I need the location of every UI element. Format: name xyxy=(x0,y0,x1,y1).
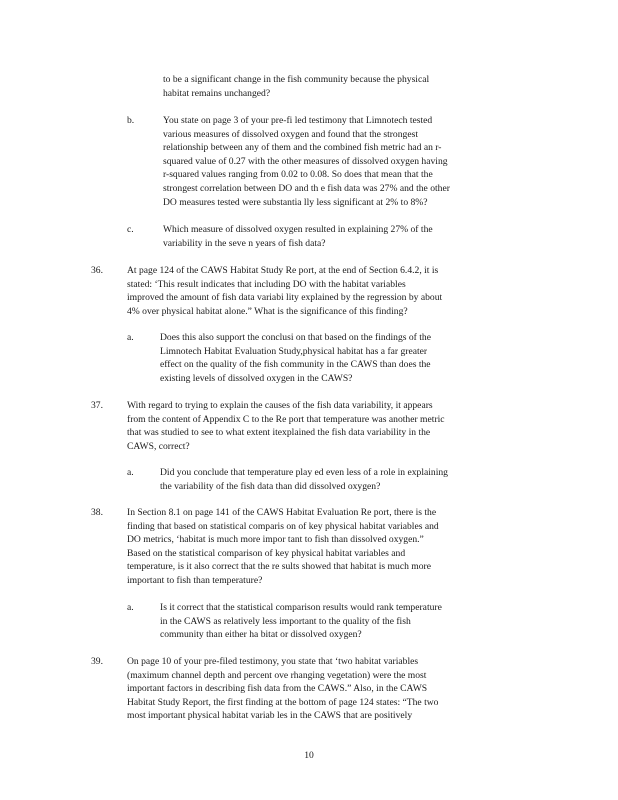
text-line: Did you conclude that temperature play ed even less of a role in explaining xyxy=(160,467,448,478)
text-line: various measures of dissolved oxygen and found that the strongest xyxy=(163,128,418,140)
question-35a-continuation xyxy=(163,73,491,100)
text-line: You state on page 3 of your pre-fi led testimony that Limnotech tested xyxy=(163,115,433,126)
question-number: 38. xyxy=(91,507,103,518)
question-36a xyxy=(160,331,502,385)
text-line: Does this also support the conclusi on that based on the findings of the xyxy=(160,332,431,343)
text-line: 4% over physical habitat alone.” What is the significance of this finding? xyxy=(127,305,408,317)
sub-item-marker: a. xyxy=(127,602,134,613)
question-35b xyxy=(163,114,515,209)
text-line: variability in the seve n years of fish data? xyxy=(163,237,326,249)
sub-item-marker: a. xyxy=(127,467,134,478)
text-line: finding that based on statistical comparis on of key physical habitat variables and xyxy=(127,520,439,532)
page-number: 10 xyxy=(304,750,314,761)
text-line: squared value of 0.27 with the other measures of dissolved oxygen having xyxy=(163,155,448,167)
text-line: With regard to trying to explain the causes of the fish data variability, it appears xyxy=(127,400,433,411)
text-line: effect on the quality of the fish community in the CAWS than does the xyxy=(160,359,431,371)
text-line: Which measure of dissolved oxygen resulted in explaining 27% of the xyxy=(163,224,433,235)
question-38 xyxy=(127,506,517,588)
text-line: community than either ha bitat or dissolved oxygen? xyxy=(160,629,362,641)
sub-item-marker: b. xyxy=(127,115,135,126)
sub-item-marker: a. xyxy=(127,332,134,343)
text-line: DO metrics, ‘habitat is much more impor tant to fish than dissolved oxygen.” xyxy=(127,534,424,546)
text-line: from the content of Appendix C to the Re port that temperature was another metric xyxy=(127,413,445,425)
text-line: that was studied to see to what extent itexplained the fish data variability in the xyxy=(127,427,431,439)
text-line: to be a significant change in the fish community because the physical xyxy=(163,74,430,85)
question-37 xyxy=(127,399,517,453)
text-line: relationship between any of them and the combined fish metric had an r- xyxy=(163,142,442,154)
text-line: r-squared values ranging from 0.02 to 0.08. So does that mean that the xyxy=(163,169,433,181)
sub-item-marker: c. xyxy=(127,224,134,235)
text-line: (maximum channel depth and percent ove rhanging vegetation) were the most xyxy=(127,669,427,681)
text-line: in the CAWS as relatively less important to the quality of the fish xyxy=(160,615,411,627)
text-line: existing levels of dissolved oxygen in the CAWS? xyxy=(160,372,353,384)
question-37a xyxy=(160,466,516,493)
text-line: improved the amount of fish data variabi lity explained by the regression by about xyxy=(127,292,443,304)
text-line: DO measures tested were substantia lly less significant at 2% to 8%? xyxy=(163,196,428,208)
question-36 xyxy=(127,264,517,318)
text-line: Based on the statistical comparison of key physical habitat variables and xyxy=(127,547,406,559)
text-line: Limnotech Habitat Evaluation Study,physical habitat has a far greater xyxy=(160,345,428,357)
question-39 xyxy=(127,655,517,723)
text-line: the variability of the fish data than did dissolved oxygen? xyxy=(160,480,381,492)
text-line: In Section 8.1 on page 141 of the CAWS Habitat Evaluation Re port, there is the xyxy=(127,507,437,518)
text-line: most important physical habitat variab les in the CAWS that are positively xyxy=(127,710,413,722)
text-line: temperature, is it also correct that the re sults showed that habitat is much more xyxy=(127,561,431,573)
text-line: On page 10 of your pre-filed testimony, you state that ‘two habitat variables xyxy=(127,656,419,667)
text-line: CAWS, correct? xyxy=(127,440,190,452)
question-number: 39. xyxy=(91,656,103,667)
question-38a xyxy=(160,601,502,642)
text-line: Is it correct that the statistical comparison results would rank temperature xyxy=(160,602,442,613)
text-line: strongest correlation between DO and th e fish data was 27% and the other xyxy=(163,182,450,194)
text-line: important to fish than temperature? xyxy=(127,574,263,586)
question-number: 36. xyxy=(91,265,103,276)
question-number: 37. xyxy=(91,400,103,411)
text-line: habitat remains unchanged? xyxy=(163,87,271,99)
text-line: Habitat Study Report, the first finding at the bottom of page 124 states: “The two xyxy=(127,696,439,708)
text-line: At page 124 of the CAWS Habitat Study Re port, at the end of Section 6.4.2, it is xyxy=(127,265,439,276)
question-35c xyxy=(163,223,503,250)
text-line: stated: ‘This result indicates that including DO with the habitat variables xyxy=(127,278,406,290)
text-line: important factors in describing fish data from the CAWS.” Also, in the CAWS xyxy=(127,683,428,695)
